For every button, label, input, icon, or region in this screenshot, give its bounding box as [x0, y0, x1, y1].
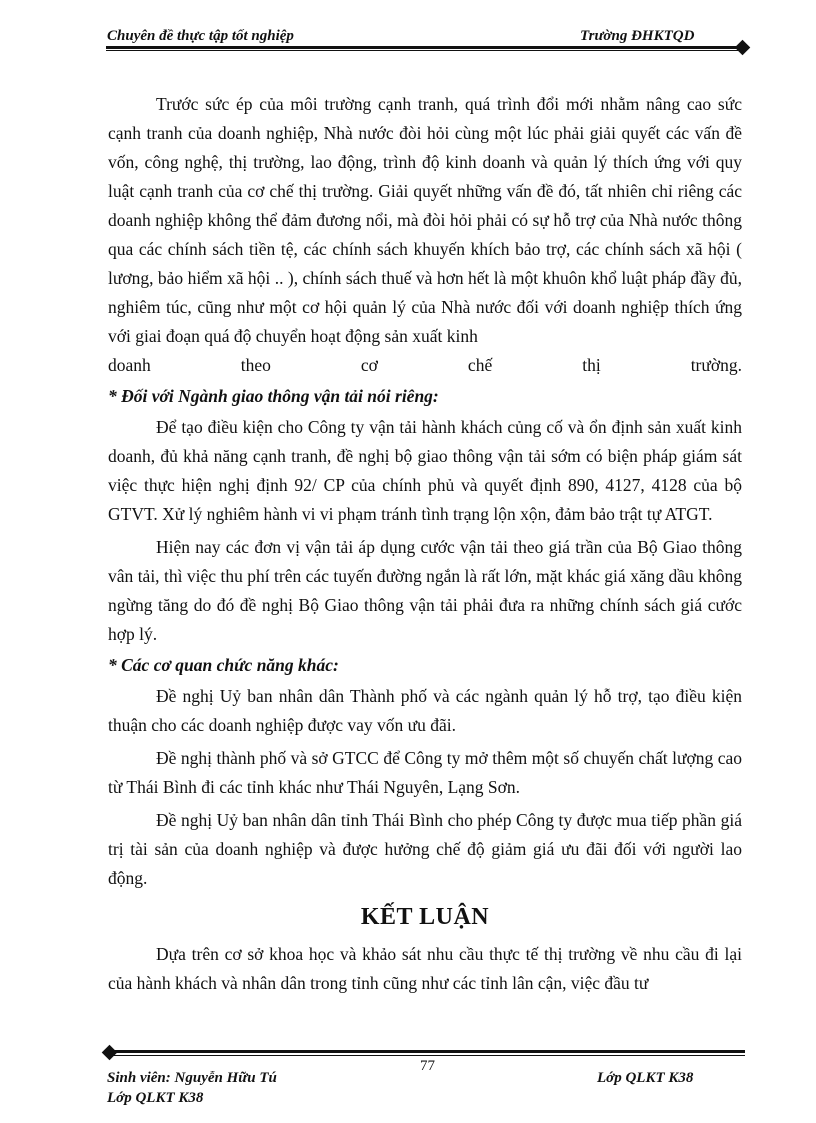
paragraph-agencies-routes: Đề nghị thành phố và sở GTCC để Công ty mở thêm một số chuyến chất lượng cao từ Thái Bình đi các tỉnh khác như Thái Nguyên, Lạng Sơn. [108, 748, 742, 797]
paragraph-competition: Trước sức ép của môi trường cạnh tranh, quá trình đổi mới nhằm nâng cao sức cạnh tranh của doanh nghiệp, Nhà nước đòi hỏi cùng một lúc phải giải quyết các vấn đề vốn, công nghệ, thị trường, lao động, trình độ kinh doanh và quản lý thích ứng với quy luật cạnh tranh của cơ chế thị trường. Giải quyết những vấn đề đó, tất nhiên chỉ riêng các doanh nghiệp không thể đảm đương nổi, mà đòi hỏi phải có sự hỗ trợ của Nhà nước thông qua các chính sách tiền tệ, các chính sách khuyến khích bảo trợ, các chính sách xã hội ( lương, bảo hiểm xã hội .. ), chính sách thuế và hơn hết là một khuôn khổ luật pháp đầy đủ, nghiêm túc, cũng như một cơ hội quản lý của Nhà nước đối với doanh nghiệp thích ứng với giai đoạn quá độ chuyển hoạt động sản xuất kinh [108, 94, 742, 346]
header-school: Trường ĐHKTQD [580, 28, 695, 44]
paragraph-competition-last-line: doanh theo cơ chế thị trường. [108, 355, 742, 375]
footer-student-name: Sinh viên: Nguyễn Hữu Tú [107, 1070, 277, 1086]
paragraph-agencies-loans: Đề nghị Uỷ ban nhân dân Thành phố và các ngành quản lý hỗ trợ, tạo điều kiện thuận cho các doanh nghiệp được vay vốn ưu đãi. [108, 686, 742, 735]
header-rule [106, 46, 740, 49]
paragraph-agencies-assets: Đề nghị Uỷ ban nhân dân tỉnh Thái Bình cho phép Công ty được mua tiếp phần giá trị tài sản của doanh nghiệp và được hưởng chế độ giảm giá ưu đãi đối với người lao động. [108, 810, 742, 888]
footer-rule [110, 1050, 745, 1053]
paragraph-transport-fees: Hiện nay các đơn vị vận tải áp dụng cước vận tải theo giá trần của Bộ Giao thông vân tải, thì việc thu phí trên các tuyến đường ngắn là rất lớn, mặt khác giá xăng dầu không ngừng tăng do đó đề nghị Bộ Giao thông vận tải phải đưa ra những chính sách giá cước hợp lý. [108, 537, 742, 644]
footer-class-left: Lớp QLKT K38 [107, 1090, 204, 1106]
paragraph-conclusion: Dựa trên cơ sở khoa học và khảo sát nhu cầu thực tế thị trường về nhu cầu đi lại của hành khách và nhân dân trong tỉnh cũng như các tỉnh lân cận, việc đầu tư [108, 944, 742, 993]
section-heading-agencies: * Các cơ quan chức năng khác: [108, 655, 339, 675]
footer-class-right: Lớp QLKT K38 [597, 1070, 694, 1086]
page-number: 77 [420, 1058, 435, 1074]
page-body [108, 90, 742, 998]
header-title: Chuyên đề thực tập tốt nghiệp [107, 28, 294, 44]
section-heading-transport: * Đối với Ngành giao thông vận tải nói riêng: [108, 386, 439, 406]
header-rule-thin [106, 50, 740, 51]
conclusion-title: KẾT LUẬN [360, 904, 490, 930]
paragraph-transport-conditions: Để tạo điều kiện cho Công ty vận tải hành khách củng cố và ổn định sản xuất kinh doanh, đủ khả năng cạnh tranh, đề nghị bộ giao thông vận tải sớm có biện pháp giám sát việc thực hiện nghị định 92/ CP của chính phủ và quyết định 890, 4127, 4128 của bộ GTVT. Xử lý nghiêm hành vi vi phạm tránh tình trạng lộn xộn, đảm bảo trật tự ATGT. [108, 417, 742, 524]
footer-rule-thin [110, 1055, 745, 1056]
header-diamond-icon [735, 40, 751, 56]
